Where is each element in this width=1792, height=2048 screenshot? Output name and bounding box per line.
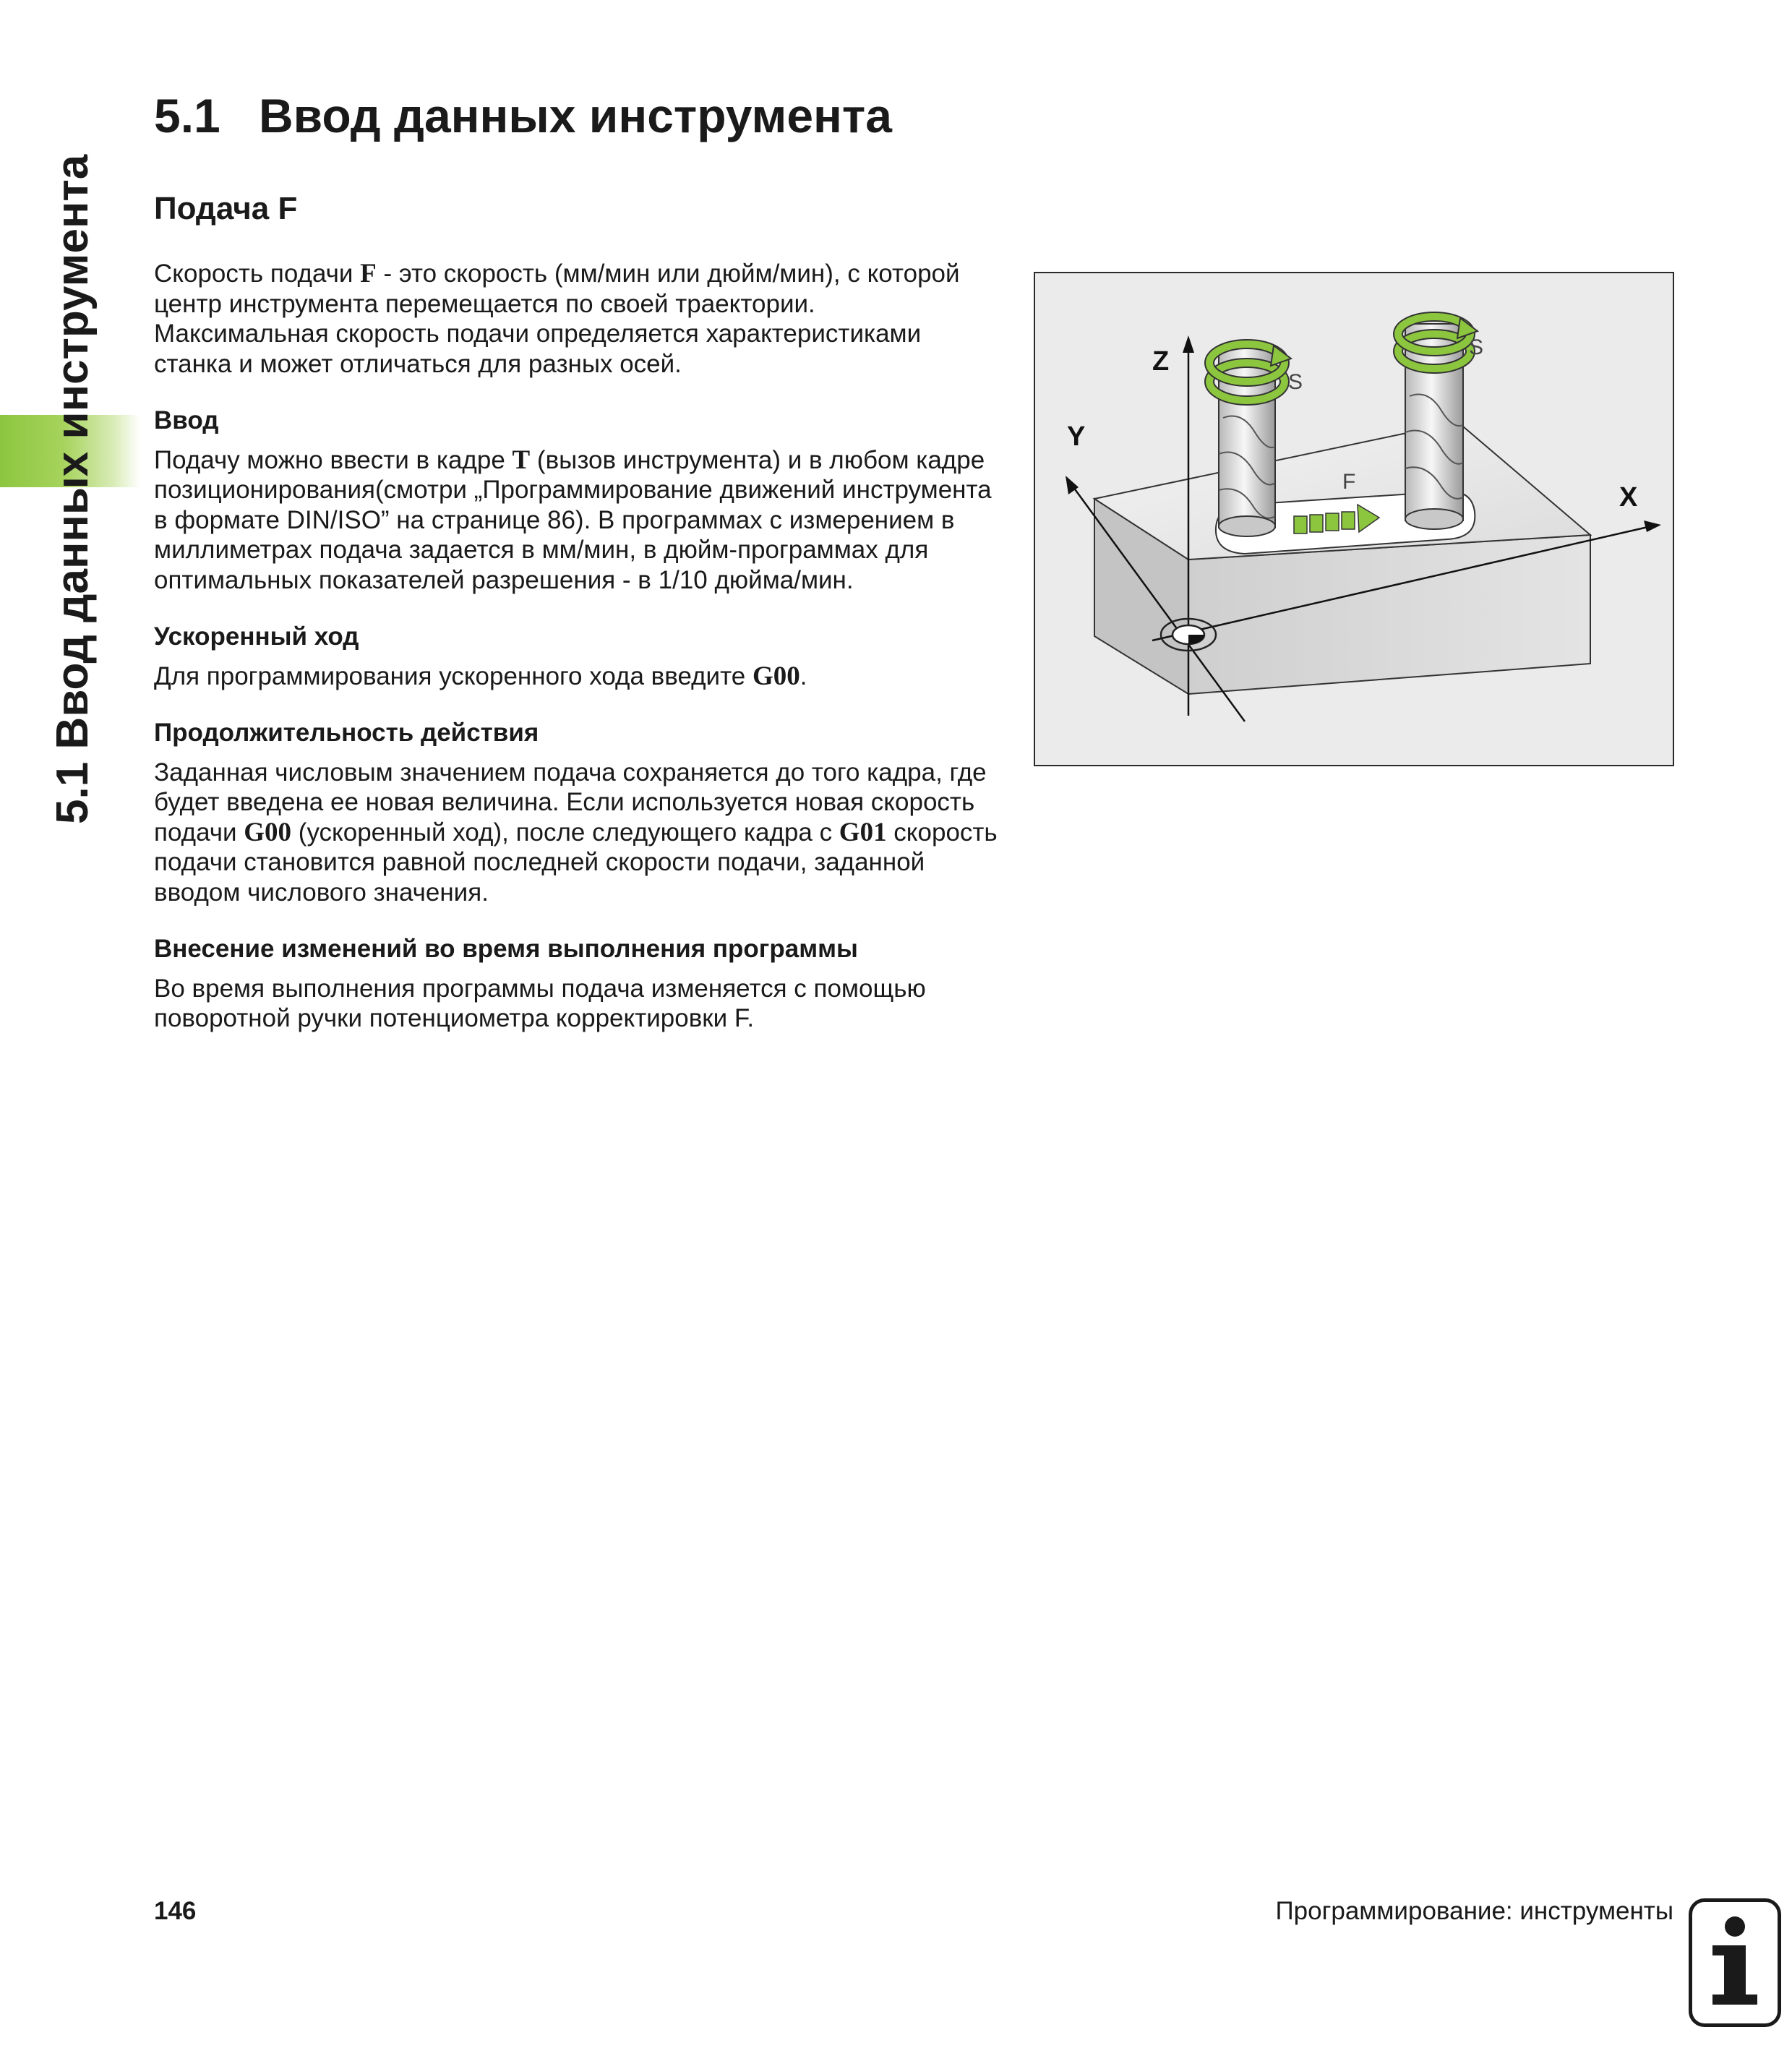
code-t: T xyxy=(512,445,531,475)
right-spindle-label: S xyxy=(1469,335,1484,359)
section-number: 5.1 xyxy=(154,89,220,142)
rapid-heading: Ускоренный ход xyxy=(154,622,359,651)
axis-x-label: X xyxy=(1619,482,1638,513)
body-text xyxy=(154,259,1000,1061)
side-chapter-title: 5.1 Ввод данных инструмента xyxy=(48,154,98,824)
intro-paragraph: Скорость подачи F - это скорость (мм/мин или дюйм/мин), с которой центр инструмента перемещается по своей траектории. Максимальная скорость подачи определяется характеристиками станка и может отличаться для разных осей. xyxy=(154,259,960,378)
axis-z-label: Z xyxy=(1152,346,1170,377)
subsection-heading: Подача F xyxy=(154,191,298,226)
code-g00: G00 xyxy=(244,817,292,847)
info-i-glyph xyxy=(1692,1902,1778,2023)
code-g00: G00 xyxy=(752,661,800,691)
axis-y-label: Y xyxy=(1067,421,1086,452)
input-paragraph: Подачу можно ввести в кадре T (вызов инструмента) и в любом кадре позиционирования(смотри „Программирование движений инструмента в формате DIN/ISO” на странице 86). В программах с измерением в миллиметрах подача задается в мм/мин, в дюйм-программах для оптимальных показателей разрешения - в 1/10 дюйма/мин. xyxy=(154,445,992,594)
changes-paragraph: Во время выполнения программы подача изменяется с помощью поворотной ручки потенциометра корректировки F. xyxy=(154,974,926,1032)
changes-heading: Внесение изменений во время выполнения программы xyxy=(154,935,858,963)
footer-chapter-title: Программирование: инструменты xyxy=(1275,1897,1673,1925)
feed-label: F xyxy=(1342,470,1356,494)
info-icon xyxy=(1689,1898,1781,2027)
page-number: 146 xyxy=(154,1897,197,1925)
code-g01: G01 xyxy=(839,817,887,847)
section-heading xyxy=(154,88,892,143)
milling-figure xyxy=(1034,272,1674,766)
code-f: F xyxy=(360,259,377,288)
z-axis-arrow xyxy=(1183,335,1194,353)
milling-diagram xyxy=(1035,273,1673,765)
duration-heading: Продолжительность действия xyxy=(154,719,539,747)
rapid-paragraph: Для программирования ускоренного хода введите G00. xyxy=(154,661,807,691)
input-heading: Ввод xyxy=(154,406,219,434)
x-axis-arrow xyxy=(1644,520,1661,532)
workpiece-front-face xyxy=(1188,535,1590,694)
left-spindle-label: S xyxy=(1288,370,1303,394)
duration-paragraph: Заданная числовым значением подача сохраняется до того кадра, где будет введена ее новая величина. Если используется новая скорость подачи G00 (ускоренный ход), после следующего кадра с G01 скорость подачи становится равной последней скорости подачи, заданной вводом числового значения. xyxy=(154,758,998,907)
section-title: Ввод данных инструмента xyxy=(259,89,892,142)
